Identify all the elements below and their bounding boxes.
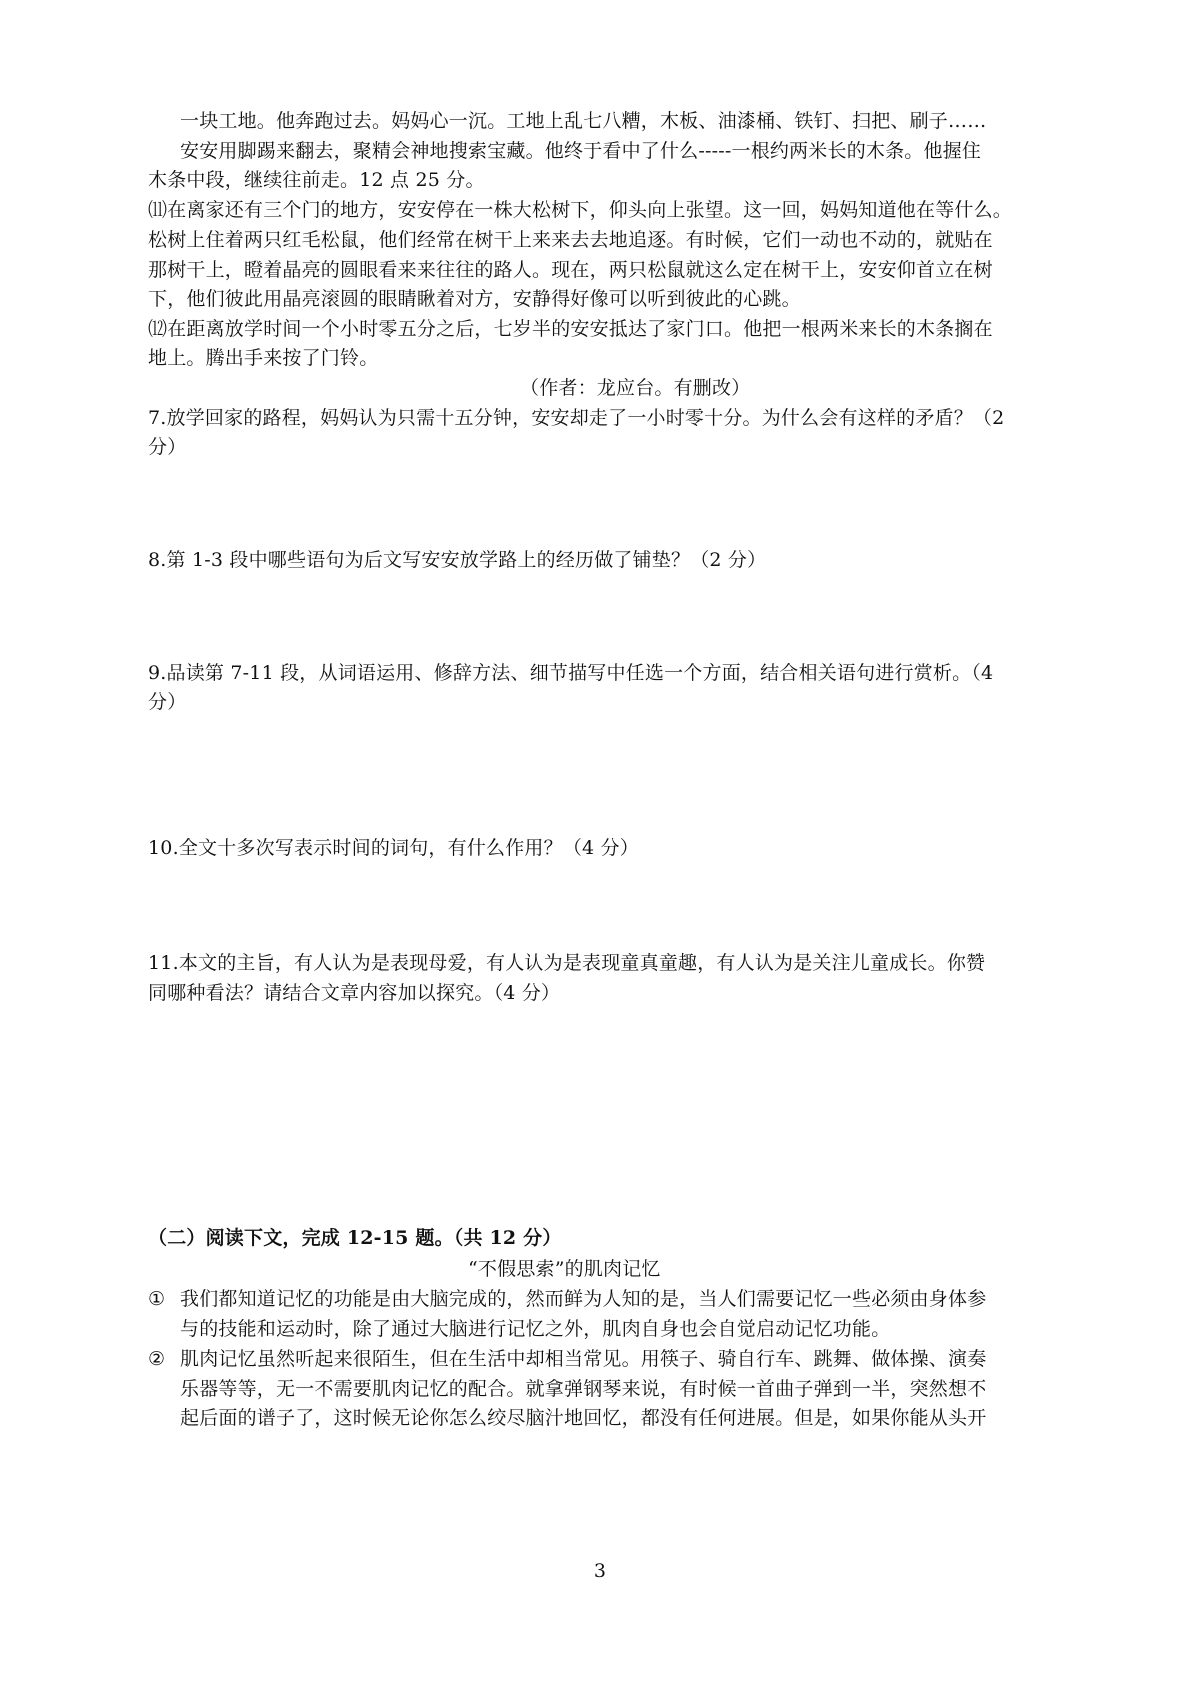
- paragraph-marker-1: ①: [148, 1288, 166, 1310]
- question-7-line-1: 7.放学回家的路程，妈妈认为只需十五分钟，安安却走了一小时零十分。为什么会有这样的矛盾？（2: [148, 407, 1005, 429]
- question-9-line-1: 9.品读第 7-11 段，从词语运用、修辞方法、细节描写中任选一个方面，结合相关语句进行赏析。（4: [148, 662, 994, 684]
- question-9-line-2: 分）: [148, 691, 187, 713]
- question-10: 10.全文十多次写表示时间的词句，有什么作用？（4 分）: [148, 837, 639, 859]
- page-number: 3: [593, 1560, 607, 1582]
- passage-line-7: 下，他们彼此用晶亮滚圆的眼睛瞅着对方，安静得好像可以听到彼此的心跳。: [148, 288, 801, 310]
- passage-line-4: ⑾在离家还有三个门的地方，安安停在一株大松树下，仰头向上张望。这一回，妈妈知道他在等什么。: [148, 199, 1013, 221]
- passage-line-1: 一块工地。他奔跑过去。妈妈心一沉。工地上乱七八糟，木板、油漆桶、铁钉、扫把、刷子……: [180, 110, 987, 132]
- passage-line-8: ⑿在距离放学时间一个小时零五分之后，七岁半的安安抵达了家门口。他把一根两米来长的木条搁在: [148, 318, 993, 340]
- section-2-paragraph-1-line-2: 与的技能和运动时，除了通过大脑进行记忆之外，肌肉自身也会自觉启动记忆功能。: [180, 1318, 891, 1340]
- passage-line-3: 木条中段，继续往前走。12 点 25 分。: [148, 169, 485, 191]
- section-2-paragraph-2-line-3: 起后面的谱子了，这时候无论你怎么绞尽脑汁地回忆，都没有任何进展。但是，如果你能从头开: [180, 1407, 987, 1429]
- question-8: 8.第 1-3 段中哪些语句为后文写安安放学路上的经历做了铺垫？（2 分）: [148, 549, 767, 571]
- question-11-line-1: 11.本文的主旨，有人认为是表现母爱，有人认为是表现童真童趣，有人认为是关注儿童成长。你赞: [148, 952, 986, 974]
- passage-line-5: 松树上住着两只红毛松鼠，他们经常在树干上来来去去地追逐。有时候，它们一动也不动的，就贴在: [148, 229, 993, 251]
- question-11-line-2: 同哪种看法？请结合文章内容加以探究。（4 分）: [148, 982, 561, 1004]
- passage-line-6: 那树干上，瞪着晶亮的圆眼看来来往往的路人。现在，两只松鼠就这么定在树干上，安安仰首立在树: [148, 259, 993, 281]
- question-7-line-2: 分）: [148, 436, 187, 458]
- section-2-paragraph-2-line-2: 乐器等等，无一不需要肌肉记忆的配合。就拿弹钢琴来说，有时候一首曲子弹到一半，突然想不: [180, 1378, 987, 1400]
- section-2-heading: （二）阅读下文，完成 12-15 题。（共 12 分）: [148, 1227, 562, 1249]
- passage-line-2: 安安用脚踢来翻去，聚精会神地搜索宝藏。他终于看中了什么-----一根约两米长的木条。他握住: [180, 140, 982, 162]
- passage-line-9: 地上。腾出手来按了门铃。: [148, 347, 379, 369]
- paragraph-marker-2: ②: [148, 1348, 166, 1370]
- section-2-title: “不假思索”的肌肉记忆: [468, 1258, 661, 1280]
- section-2-paragraph-2-line-1: 肌肉记忆虽然听起来很陌生，但在生活中却相当常见。用筷子、骑自行车、跳舞、做体操、演奏: [180, 1348, 987, 1370]
- passage-author: （作者：龙应台。有删改）: [520, 377, 751, 399]
- section-2-paragraph-1-line-1: 我们都知道记忆的功能是由大脑完成的，然而鲜为人知的是，当人们需要记忆一些必须由身体参: [180, 1288, 987, 1310]
